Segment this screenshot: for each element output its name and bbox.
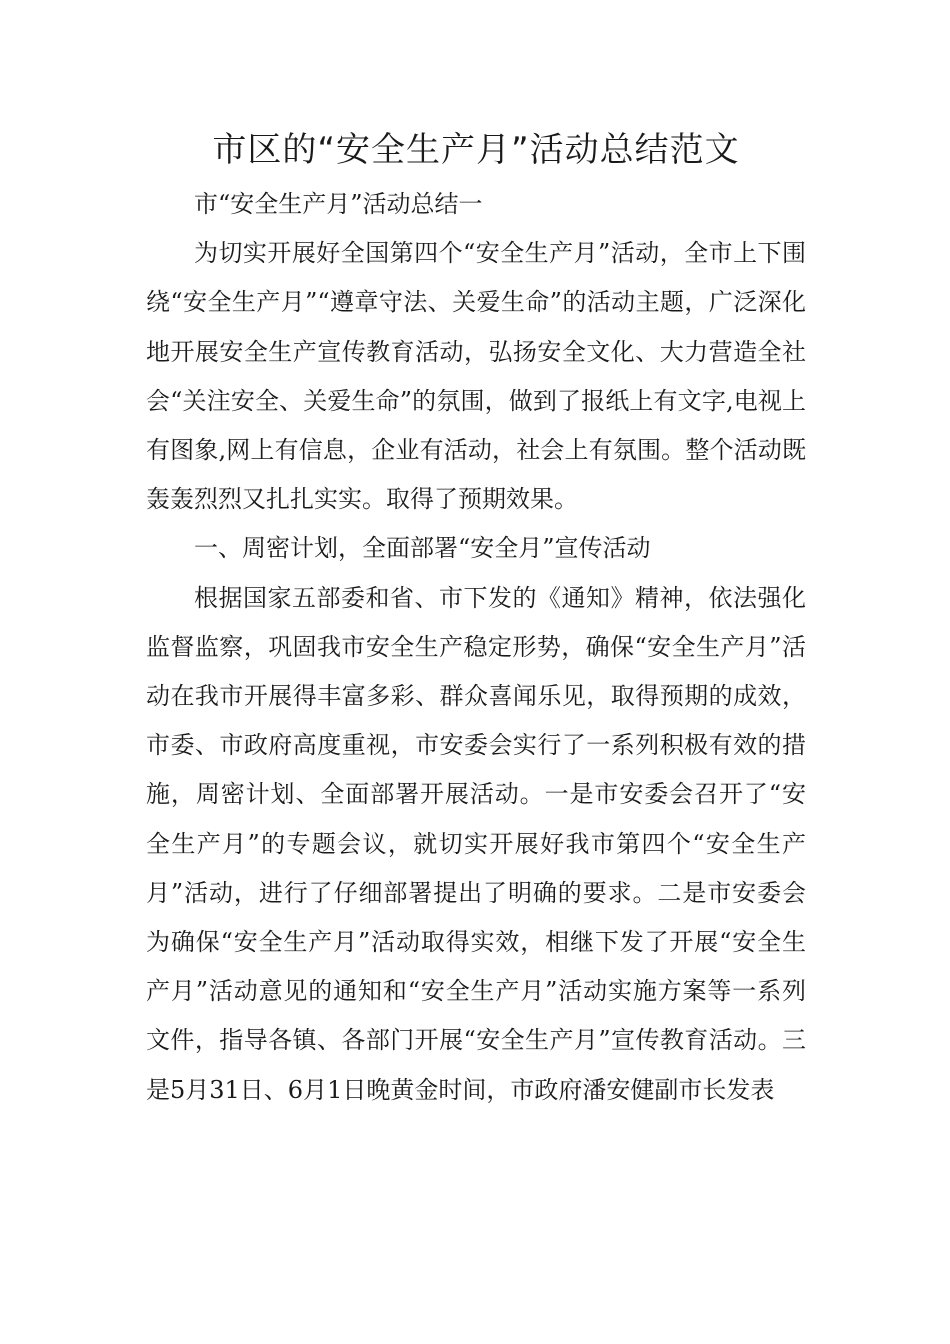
document-page [146,120,806,1115]
document-title: 市区的“安全生产月”活动总结范文 [212,130,740,170]
document-subtitle: 市“安全生产月”活动总结一 [194,190,483,218]
paragraph-section-1: 根据国家五部委和省、市下发的《通知》精神，依法强化监督监察，巩固我市安全生产稳定形势，确保“安全生产月”活动在我市开展得丰富多彩、群众喜闻乐见，取得预期的成效，市委、市政府高度重视，市安委会实行了一系列积极有效的措施，周密计划、全面部署开展活动。一是市安委会召开了“安全生产月”的专题会议，就切实开展好我市第四个“安全生产月”活动，进行了仔细部署提出了明确的要求。二是市安委会为确保“安全生产月”活动取得实效，相继下发了开展“安全生产月”活动意见的通知和“安全生产月”活动实施方案等一系列文件，指导各镇、各部门开展“安全生产月”宣传教育活动。三是5月31日、6月1日晚黄金时间，市政府潘安健副市长发表 [146,583,806,1104]
section-heading-1: 一、周密计划，全面部署“安全月”宣传活动 [194,534,651,563]
paragraph-intro: 为切实开展好全国第四个“安全生产月”活动，全市上下围绕“安全生产月”“遵章守法、关爱生命”的活动主题，广泛深化地开展安全生产宣传教育活动，弘扬安全文化、大力营造全社会“关注安全、关爱生命”的氛围，做到了报纸上有文字,电视上有图象,网上有信息，企业有活动，社会上有氛围。整个活动既轰轰烈烈又扎扎实实。取得了预期效果。 [146,239,806,514]
